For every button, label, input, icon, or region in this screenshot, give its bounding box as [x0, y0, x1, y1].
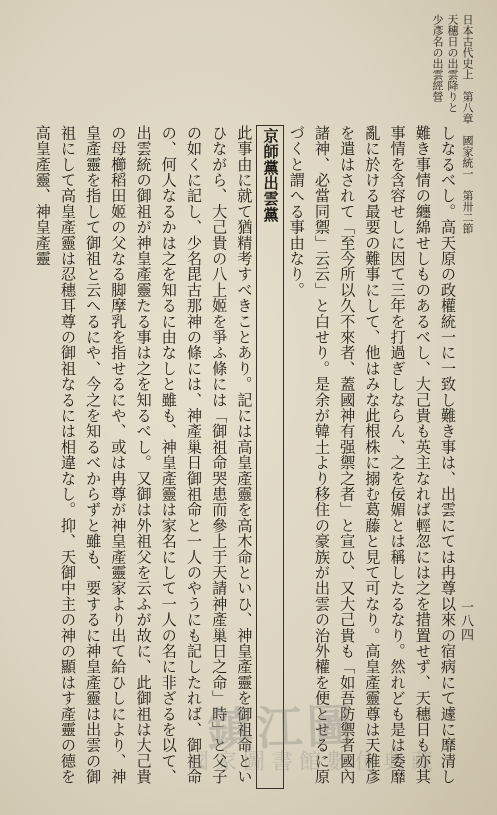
header-section-title-2: 少彥名の出雲經營 — [431, 14, 444, 102]
section-heading: 京師黨出雲黨 — [256, 125, 283, 789]
library-watermark: 鎮江圖 — [205, 698, 358, 758]
library-watermark-caption: 國家圖書館數位典藏 — [186, 750, 439, 775]
header-chapter: 日本古代史上 第八章 國家統一 第卅二節 — [461, 14, 474, 234]
header-section-title-1: 天穗日の出雲降りと — [446, 14, 459, 113]
paragraph-2: 此事由に就て猶精考すべきことあり。記には高皇產靈を高木命といひ、神皇產靈を御祖命といひながら、大己貴の八上姬を爭ふ條には「御祖命哭患而參上于天請神產巢日之命」時」と父子の如くに記し、少名毘古那神の條には、神產巢日御祖命と一人のやうにも記したれば、御祖命の、何人なるかは之を知るに由なしと雖も、神皇產靈は家名にして一人の名に非ざるを以て、出雲統の御祖が神皇產靈たる事は之を知るべし。又御は外祖父を云ふが故に、此御祖は大己貴の母櫛稻田姬の父なる脚摩乳を指せるにや、或は冉尊が神皇產靈家より出て給ひしにより、神皇產靈を指して御祖と云へるにや、今之を知るべからずと雖も、要するに神皇產靈は出雲の御祖にして高皇產靈は忍穗耳尊の御祖なるには相違なし。抑、天御中主の神の顯はす產靈の德を高皇產靈、神皇產靈 — [33, 125, 254, 785]
paragraph-1: しなるべし。高天原の政權統一に一致し難き事は、出雲にては冉尊以來の宿病にて遽に靡清し難き事情の纏綿せしものあるべし、大己貴も英主なれば輕忽には之を措置せず、天穗日も亦其事情を含容せしに因て三年を打過ぎしならん、之を佞媚とは稱したるなり。然れども是は委靡亂に於ける最要の難事にして、他はみな此根株に搦む葛藤と見て可なり。高皇產靈尊は天稚彥を遣はされて「至今所以久不來者、蓋國神有强禦之者」と宣ひ、又大己貴も「如吾防禦者國內諸神、必當同禦」云云」と白せり。是余が韓土より移住の豪族が出雲の治外權を便とせるに原づくと謂へる事由なり。 — [287, 125, 457, 785]
page-number: 一八四 — [458, 600, 473, 642]
